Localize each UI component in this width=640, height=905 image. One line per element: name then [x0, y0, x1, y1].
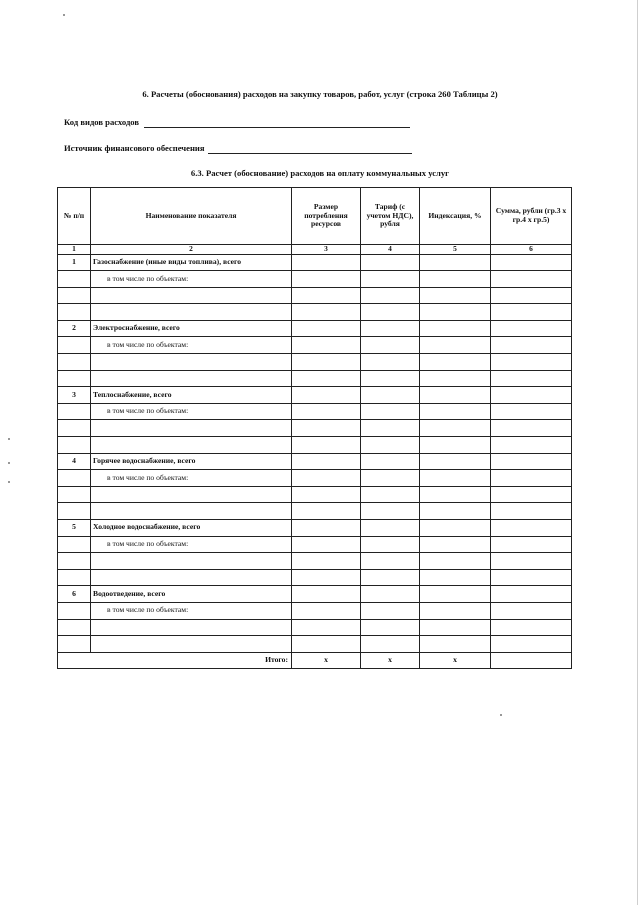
header-sum: Сумма, рубли (гр.3 х гр.4 х гр.5)	[491, 188, 572, 245]
table-row	[58, 271, 572, 288]
table-cell[interactable]	[91, 437, 292, 454]
row-number: 1	[58, 254, 91, 271]
table-cell[interactable]	[491, 636, 572, 653]
objects-label: в том числе по объектам:	[91, 536, 292, 553]
table-row	[58, 437, 572, 454]
table-cell[interactable]	[361, 271, 420, 288]
table-cell[interactable]	[420, 503, 491, 520]
table-row	[58, 304, 572, 321]
table-cell[interactable]	[292, 453, 361, 470]
table-cell[interactable]	[292, 636, 361, 653]
column-number: 2	[91, 245, 292, 255]
table-cell[interactable]	[292, 586, 361, 603]
indicator-name: Теплоснабжение, всего	[91, 387, 292, 404]
table-cell[interactable]	[420, 304, 491, 321]
table-cell[interactable]	[292, 320, 361, 337]
table-cell[interactable]	[361, 553, 420, 570]
column-number-row	[58, 245, 572, 255]
objects-label: в том числе по объектам:	[91, 403, 292, 420]
table-cell[interactable]	[91, 503, 292, 520]
indicator-name: Горячее водоснабжение, всего	[91, 453, 292, 470]
table-cell[interactable]	[91, 304, 292, 321]
table-row	[58, 420, 572, 437]
table-cell[interactable]	[420, 553, 491, 570]
row-number-empty	[58, 503, 91, 520]
table-cell[interactable]	[491, 553, 572, 570]
table-cell[interactable]	[491, 337, 572, 354]
row-number-empty	[58, 271, 91, 288]
objects-label: в том числе по объектам:	[91, 470, 292, 487]
row-number: 2	[58, 320, 91, 337]
table-cell[interactable]	[420, 370, 491, 387]
table-cell[interactable]	[420, 602, 491, 619]
section-title: 6. Расчеты (обоснования) расходов на закупку товаров, работ, услуг (строка 260 Таблицы 2)	[142, 89, 498, 99]
row-number-empty	[58, 403, 91, 420]
indicator-name: Электроснабжение, всего	[91, 320, 292, 337]
table-cell[interactable]	[420, 636, 491, 653]
funding-source-field	[64, 143, 205, 153]
table-cell[interactable]	[292, 437, 361, 454]
total-sum[interactable]	[491, 652, 572, 669]
table-row	[58, 636, 572, 653]
table-cell[interactable]	[491, 254, 572, 271]
table-row	[58, 486, 572, 503]
table-cell[interactable]	[91, 420, 292, 437]
table-cell[interactable]	[420, 437, 491, 454]
table-cell[interactable]	[361, 586, 420, 603]
objects-label: в том числе по объектам:	[91, 271, 292, 288]
column-number: 3	[292, 245, 361, 255]
expense-code-input-line[interactable]	[144, 127, 410, 128]
table-row	[58, 536, 572, 553]
total-label: Итого:	[58, 652, 292, 669]
table-cell[interactable]	[491, 520, 572, 537]
table-row	[58, 254, 572, 271]
table-cell[interactable]	[491, 486, 572, 503]
table-cell[interactable]	[292, 553, 361, 570]
column-number: 4	[361, 245, 420, 255]
table-row	[58, 287, 572, 304]
table-cell[interactable]	[292, 370, 361, 387]
scan-speck	[8, 481, 10, 483]
scan-speck	[63, 14, 65, 16]
table-cell[interactable]	[491, 387, 572, 404]
table-row	[58, 602, 572, 619]
table-cell[interactable]	[420, 337, 491, 354]
table-cell[interactable]	[491, 271, 572, 288]
row-number-empty	[58, 370, 91, 387]
table-cell[interactable]	[292, 420, 361, 437]
table-row	[58, 520, 572, 537]
row-number-empty	[58, 470, 91, 487]
table-cell[interactable]	[420, 536, 491, 553]
table-cell[interactable]	[491, 370, 572, 387]
header-indexation: Индексация, %	[420, 188, 491, 245]
table-cell[interactable]	[91, 636, 292, 653]
table-cell[interactable]	[420, 569, 491, 586]
indicator-name: Водоотведение, всего	[91, 586, 292, 603]
table-cell[interactable]	[361, 320, 420, 337]
expense-code-field	[64, 117, 139, 127]
table-cell[interactable]	[420, 586, 491, 603]
table-cell[interactable]	[361, 437, 420, 454]
funding-source-input-line[interactable]	[208, 153, 412, 154]
total-row	[58, 652, 572, 669]
scan-speck	[8, 462, 10, 464]
table-cell[interactable]	[420, 287, 491, 304]
table-cell[interactable]	[91, 370, 292, 387]
table-cell[interactable]	[491, 437, 572, 454]
expense-code-label: Код видов расходов	[64, 117, 140, 127]
table-cell[interactable]	[361, 536, 420, 553]
row-number-empty	[58, 486, 91, 503]
page-edge	[637, 0, 638, 905]
total-consumption: х	[292, 652, 361, 669]
table-row	[58, 403, 572, 420]
indicator-name: Газоснабжение (иные виды топлива), всего	[91, 254, 292, 271]
row-number-empty	[58, 337, 91, 354]
table-row	[58, 553, 572, 570]
table-row	[58, 619, 572, 636]
table-cell[interactable]	[361, 354, 420, 371]
table-cell[interactable]	[292, 337, 361, 354]
funding-source-label: Источник финансового обеспечения	[64, 143, 205, 153]
table-cell[interactable]	[491, 304, 572, 321]
table-cell[interactable]	[491, 602, 572, 619]
table-cell[interactable]	[361, 569, 420, 586]
table-row	[58, 453, 572, 470]
objects-label: в том числе по объектам:	[91, 337, 292, 354]
row-number-empty	[58, 420, 91, 437]
table-cell[interactable]	[292, 486, 361, 503]
row-number-empty	[58, 636, 91, 653]
table-cell[interactable]	[491, 586, 572, 603]
table-cell[interactable]	[292, 387, 361, 404]
table-cell[interactable]	[491, 569, 572, 586]
table-cell[interactable]	[292, 602, 361, 619]
table-cell[interactable]	[491, 536, 572, 553]
table-cell[interactable]	[491, 287, 572, 304]
row-number: 4	[58, 453, 91, 470]
table-cell[interactable]	[292, 520, 361, 537]
row-number: 6	[58, 586, 91, 603]
header-tariff: Тариф (с учетом НДС), рубля	[361, 188, 420, 245]
table-cell[interactable]	[420, 520, 491, 537]
row-number-empty	[58, 354, 91, 371]
table-cell[interactable]	[292, 536, 361, 553]
column-number: 6	[491, 245, 572, 255]
row-number-empty	[58, 619, 91, 636]
table-row	[58, 586, 572, 603]
table-cell[interactable]	[361, 387, 420, 404]
table-cell[interactable]	[491, 453, 572, 470]
header-consumption: Размер потребления ресурсов	[292, 188, 361, 245]
objects-label: в том числе по объектам:	[91, 602, 292, 619]
table-cell[interactable]	[292, 287, 361, 304]
table-cell[interactable]	[361, 420, 420, 437]
header-no: № п/п	[58, 188, 91, 245]
table-cell[interactable]	[361, 337, 420, 354]
table-row	[58, 354, 572, 371]
table-cell[interactable]	[361, 453, 420, 470]
table-cell[interactable]	[292, 569, 361, 586]
utilities-table	[57, 187, 572, 669]
table-row	[58, 470, 572, 487]
table-cell[interactable]	[361, 636, 420, 653]
table-cell[interactable]	[91, 553, 292, 570]
table-cell[interactable]	[420, 271, 491, 288]
row-number: 3	[58, 387, 91, 404]
subsection-title: 6.3. Расчет (обоснование) расходов на оплату коммунальных услуг	[190, 168, 450, 178]
table-cell[interactable]	[361, 403, 420, 420]
table-cell[interactable]	[361, 254, 420, 271]
table-row	[58, 387, 572, 404]
row-number-empty	[58, 569, 91, 586]
total-indexation: х	[420, 652, 491, 669]
table-cell[interactable]	[491, 320, 572, 337]
table-cell[interactable]	[292, 619, 361, 636]
table-cell[interactable]	[91, 569, 292, 586]
row-number-empty	[58, 437, 91, 454]
table-cell[interactable]	[361, 370, 420, 387]
table-cell[interactable]	[420, 486, 491, 503]
table-cell[interactable]	[491, 420, 572, 437]
scan-speck	[8, 438, 10, 440]
table-row	[58, 503, 572, 520]
column-number: 1	[58, 245, 91, 255]
header-name: Наименование показателя	[91, 188, 292, 245]
row-number-empty	[58, 602, 91, 619]
table-cell[interactable]	[491, 619, 572, 636]
scan-speck	[500, 714, 502, 716]
table-row	[58, 337, 572, 354]
table-cell[interactable]	[420, 453, 491, 470]
table-cell[interactable]	[91, 619, 292, 636]
table-cell[interactable]	[420, 470, 491, 487]
table-cell[interactable]	[292, 503, 361, 520]
table-cell[interactable]	[361, 619, 420, 636]
table-cell[interactable]	[361, 304, 420, 321]
table-cell[interactable]	[491, 403, 572, 420]
column-number: 5	[420, 245, 491, 255]
table-cell[interactable]	[292, 304, 361, 321]
table-row	[58, 370, 572, 387]
table-cell[interactable]	[361, 520, 420, 537]
table-cell[interactable]	[292, 254, 361, 271]
table-cell[interactable]	[361, 503, 420, 520]
table-cell[interactable]	[361, 486, 420, 503]
table-cell[interactable]	[361, 602, 420, 619]
table-cell[interactable]	[292, 271, 361, 288]
indicator-name: Холодное водоснабжение, всего	[91, 520, 292, 537]
table-cell[interactable]	[420, 254, 491, 271]
total-tariff: х	[361, 652, 420, 669]
table-cell[interactable]	[491, 503, 572, 520]
row-number-empty	[58, 304, 91, 321]
row-number-empty	[58, 287, 91, 304]
table-row	[58, 320, 572, 337]
table-cell[interactable]	[292, 354, 361, 371]
row-number-empty	[58, 536, 91, 553]
table-cell[interactable]	[361, 287, 420, 304]
table-cell[interactable]	[91, 287, 292, 304]
table-cell[interactable]	[361, 470, 420, 487]
table-cell[interactable]	[420, 387, 491, 404]
table-cell[interactable]	[420, 354, 491, 371]
table-cell[interactable]	[420, 403, 491, 420]
table-cell[interactable]	[292, 470, 361, 487]
table-row	[58, 569, 572, 586]
table-cell[interactable]	[491, 354, 572, 371]
header-row	[58, 188, 572, 245]
row-number: 5	[58, 520, 91, 537]
row-number-empty	[58, 553, 91, 570]
table-cell[interactable]	[420, 619, 491, 636]
table-cell[interactable]	[292, 403, 361, 420]
table-cell[interactable]	[420, 320, 491, 337]
table-cell[interactable]	[491, 470, 572, 487]
table-cell[interactable]	[420, 420, 491, 437]
table-cell[interactable]	[91, 486, 292, 503]
table-cell[interactable]	[91, 354, 292, 371]
